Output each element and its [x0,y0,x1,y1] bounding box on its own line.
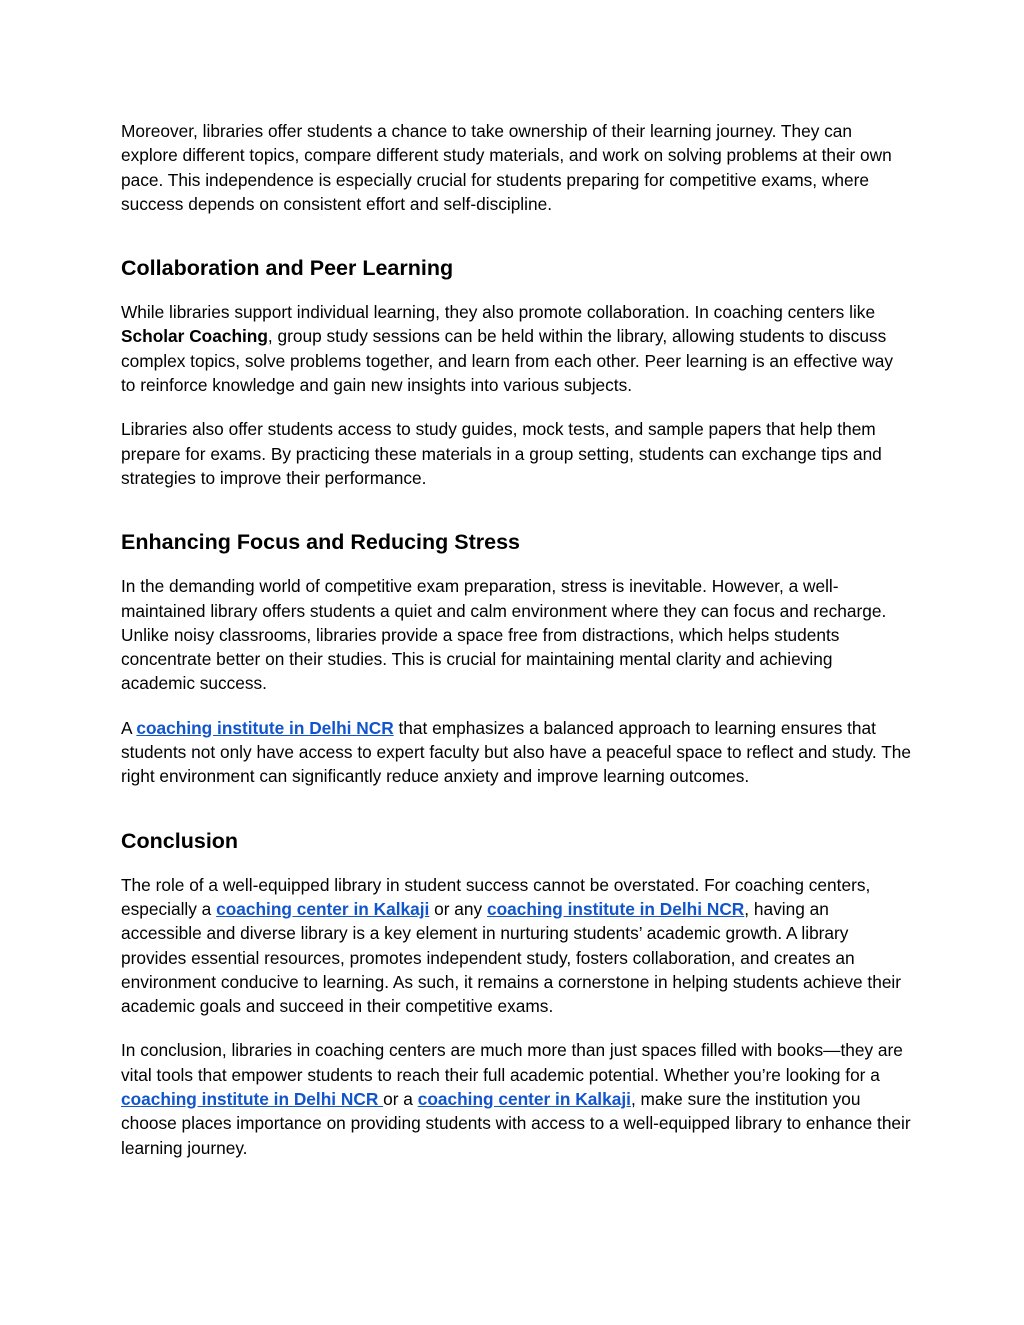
heading-conclusion: Conclusion [121,828,239,853]
bold-scholar-coaching: Scholar Coaching [121,326,268,347]
paragraph-text: Moreover, libraries offer students a chance to take ownership of their learning journey. They can explore different topics, compare different study materials, and work on solving problems at their own pace. This independence is especially crucial for students preparing for competitive exams, where success depends on consistent effort and self-discipline. [121,121,892,214]
paragraph-text: A [121,717,137,738]
paragraph-text: In conclusion, libraries in coaching centers are much more than just spaces filled with books—they are vital tools that empower students to reach their full academic potential. Whether you’re looking for a [121,1040,903,1085]
link-coaching-institute-delhi-ncr[interactable]: coaching institute in Delhi NCR [486,898,745,919]
paragraph-text: or a [383,1089,418,1110]
paragraph-text: Libraries also offer students access to study guides, mock tests, and sample papers that help them prepare for exams. By practicing these materials in a group setting, students can exchange tips and strategies to improve their performance. [121,419,882,488]
heading-collaboration: Collaboration and Peer Learning [121,256,454,281]
link-coaching-institute-delhi-ncr[interactable]: coaching institute in Delhi NCR [136,717,394,738]
paragraph-text: , make sure the institution you choose places importance on providing students with access to a well-equipped library to enhance their learning journey. [121,1089,911,1158]
paragraph-study-guides [121,417,911,490]
paragraph-ownership [121,119,911,216]
paragraph-text: , having an accessible and diverse library is a key element in nurturing students’ academic growth. A library provides essential resources, promotes independent study, fosters collaboration, and creates an environment conducive to learning. As such, it remains a cornerstone in helping students achieve their academic goals and succeed in their competitive exams. [121,898,902,1017]
paragraph-balanced-approach [121,716,911,789]
link-coaching-center-kalkaji[interactable]: coaching center in Kalkaji [417,1089,631,1110]
paragraph-text: While libraries support individual learning, they also promote collaboration. In coaching centers like [121,302,876,323]
paragraph-stress [121,574,911,695]
paragraph-text: , group study sessions can be held within the library, allowing students to discuss complex topics, solve problems together, and learn from each other. Peer learning is an effective way to reinforce knowledge and gain new insights into various subjects. [121,326,893,396]
paragraph-text: or any [429,898,487,919]
paragraph-collaboration [121,300,911,397]
heading-focus: Enhancing Focus and Reducing Stress [121,530,521,555]
document-page [121,119,911,1160]
paragraph-conclusion-final [121,1038,911,1159]
paragraph-conclusion-role [121,873,911,1019]
paragraph-text: The role of a well-equipped library in student success cannot be overstated. For coaching centers, especially a [121,874,871,919]
link-coaching-institute-delhi-ncr[interactable]: coaching institute in Delhi NCR [121,1089,384,1110]
paragraph-text: In the demanding world of competitive exam preparation, stress is inevitable. However, a well-maintained library offers students a quiet and calm environment where they can focus and recharge. Unlike noisy classrooms, libraries provide a space free from distractions, which helps students concentrate better on their studies. This is crucial for maintaining mental clarity and achieving academic success. [121,576,887,694]
paragraph-text: that emphasizes a balanced approach to learning ensures that students not only have access to expert faculty but also have a peaceful space to reflect and study. The right environment can significantly reduce anxiety and improve learning outcomes. [121,717,911,787]
link-coaching-center-kalkaji[interactable]: coaching center in Kalkaji [216,898,430,919]
